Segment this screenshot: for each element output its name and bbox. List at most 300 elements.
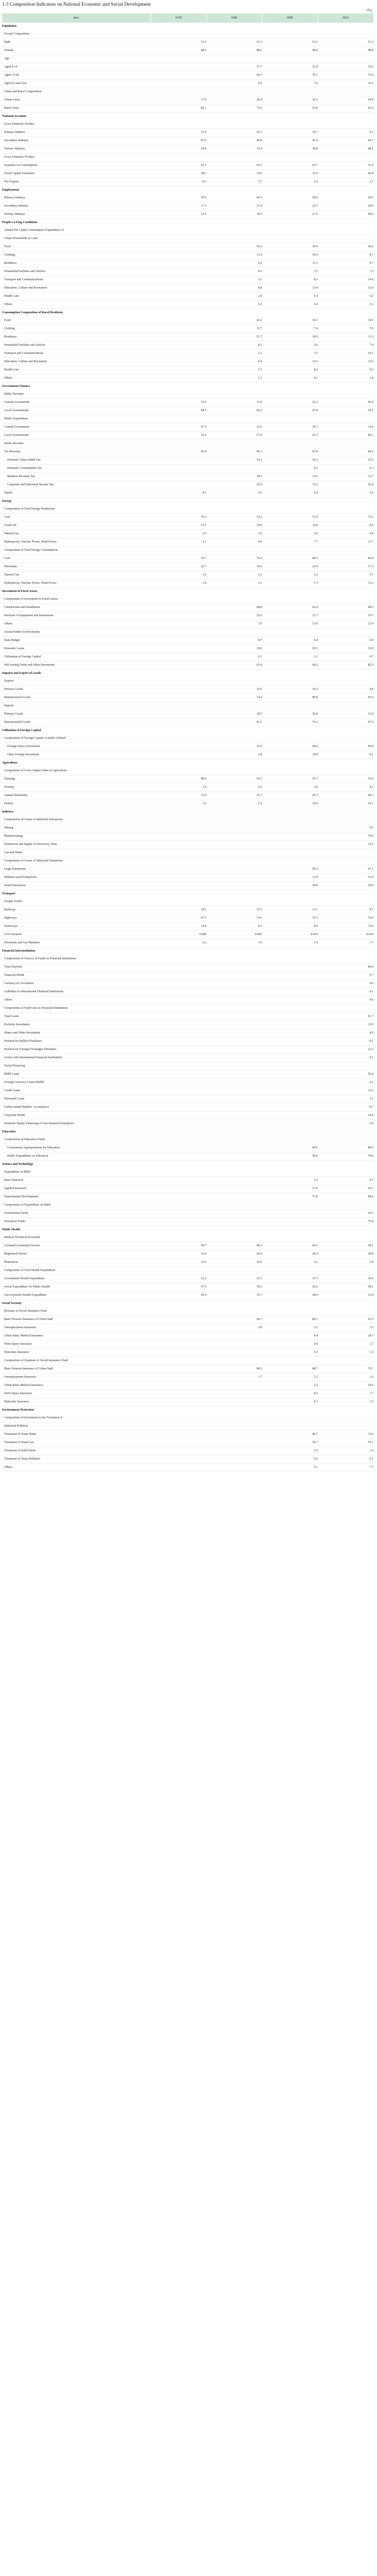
cell-value	[262, 88, 318, 96]
row-label: Domestic Loans	[2, 645, 151, 653]
cell-value: 0.6	[262, 1390, 318, 1398]
table-row	[2, 784, 373, 792]
cell-value	[151, 816, 206, 824]
row-label: Food	[2, 317, 151, 325]
cell-value	[206, 154, 262, 162]
cell-value	[151, 1431, 206, 1439]
cell-value	[206, 1128, 262, 1137]
row-label: Industrial Pollution	[2, 1422, 151, 1431]
cell-value	[206, 898, 262, 906]
cell-value: 6.3	[318, 465, 373, 473]
table-row	[2, 988, 373, 996]
section-row	[2, 670, 373, 678]
cell-value	[151, 1447, 206, 1455]
cell-value: 26.0	[206, 1250, 262, 1259]
cell-value	[206, 121, 262, 129]
cell-value	[151, 1300, 206, 1308]
cell-value	[151, 1201, 206, 1210]
cell-value: 16.6	[206, 563, 262, 571]
cell-value	[318, 235, 373, 243]
cell-value	[206, 23, 262, 30]
cell-value	[151, 1374, 206, 1382]
table-row	[2, 121, 373, 129]
cell-value: 12.6	[318, 358, 373, 366]
cell-value: 3.4	[151, 580, 206, 588]
cell-value	[151, 1177, 206, 1185]
cell-value: 14.8	[318, 1112, 373, 1120]
cell-value: 98.3	[206, 1365, 262, 1374]
section-row	[2, 23, 373, 30]
cell-value: 7.2	[262, 350, 318, 358]
table-row	[2, 251, 373, 260]
cell-value	[318, 735, 373, 743]
cell-value: 67.4	[206, 432, 262, 440]
cell-value	[318, 227, 373, 235]
cell-value	[151, 23, 206, 30]
row-label: Urban Households in Cash	[2, 235, 151, 243]
table-row	[2, 898, 373, 906]
cell-value: 36.7	[262, 1439, 318, 1447]
row-label: Gas and Water	[2, 849, 151, 857]
cell-value	[318, 309, 373, 317]
table-row	[2, 325, 373, 333]
cell-value	[151, 121, 206, 129]
cell-value: 32.6	[206, 423, 262, 432]
table-row	[2, 260, 373, 268]
row-label: Railways	[2, 906, 151, 914]
cell-value: 8.4	[206, 358, 262, 366]
cell-value	[206, 55, 262, 63]
cell-value: 62.1	[151, 162, 206, 170]
cell-value	[262, 1357, 318, 1365]
table-row	[2, 39, 373, 47]
column-header-1978: 1978	[151, 13, 206, 23]
cell-value: 7.6	[206, 620, 262, 629]
cell-value	[151, 317, 206, 325]
cell-value	[206, 391, 262, 399]
section-row	[2, 947, 373, 956]
row-label: Treatment of Waste Gas	[2, 1439, 151, 1447]
cell-value	[262, 988, 318, 996]
cell-value	[262, 1201, 318, 1210]
cell-value: 32.0	[318, 1292, 373, 1300]
cell-value: 63.7	[262, 162, 318, 170]
table-row	[2, 816, 373, 824]
table-row	[2, 1168, 373, 1177]
table-row	[2, 1013, 373, 1021]
cell-value: 6.5	[262, 465, 318, 473]
cell-value	[318, 88, 373, 96]
cell-value	[206, 1406, 262, 1415]
cell-value	[262, 1112, 318, 1120]
row-label: Local Governments	[2, 432, 151, 440]
table-row	[2, 72, 373, 80]
cell-value: 0.7	[318, 653, 373, 662]
cell-value	[262, 898, 318, 906]
cell-value	[262, 1226, 318, 1234]
section-row	[2, 1406, 373, 1415]
table-row	[2, 767, 373, 775]
cell-value	[151, 187, 206, 195]
cell-value	[262, 1300, 318, 1308]
cell-value	[151, 1046, 206, 1054]
cell-value: 77.8	[262, 1193, 318, 1201]
cell-value	[206, 947, 262, 956]
cell-value	[151, 677, 206, 686]
cell-value: 8.8	[206, 284, 262, 293]
table-row	[2, 1414, 373, 1422]
cell-value: 4.2	[318, 784, 373, 792]
cell-value: 95.2	[318, 694, 373, 702]
cell-value	[318, 677, 373, 686]
cell-value	[262, 1406, 318, 1415]
cell-value	[206, 1201, 262, 1210]
cell-value: 5.2	[262, 1374, 318, 1382]
table-row	[2, 465, 373, 473]
cell-value: 25.6	[206, 686, 262, 694]
table-row	[2, 1104, 373, 1112]
cell-value	[151, 849, 206, 857]
cell-value: 1.5	[318, 1398, 373, 1406]
table-row	[2, 1324, 373, 1332]
table-row	[2, 1062, 373, 1071]
cell-value	[151, 637, 206, 645]
row-label: Agriculture	[2, 761, 18, 765]
cell-value: 39.7	[151, 1242, 206, 1250]
cell-value	[262, 808, 318, 817]
table-row	[2, 154, 373, 162]
cell-value: 19.0	[206, 522, 262, 530]
cell-value: 5.2	[262, 1382, 318, 1390]
cell-value: 5.6	[206, 80, 262, 88]
table-row	[2, 629, 373, 637]
cell-value	[262, 841, 318, 849]
cell-value	[151, 1398, 206, 1406]
table-row	[2, 162, 373, 170]
table-row	[2, 1185, 373, 1193]
cell-value	[206, 1013, 262, 1021]
cell-value: 59.4	[318, 1071, 373, 1079]
table-row	[2, 489, 373, 498]
cell-value: 29.0	[318, 882, 373, 890]
cell-value: 48.5	[151, 47, 206, 55]
cell-value	[206, 1308, 262, 1316]
row-label: Position for Foreign Exchanges Purchases	[2, 1046, 151, 1054]
cell-value: 47.4	[151, 1283, 206, 1292]
cell-value: 52.6	[151, 432, 206, 440]
table-row	[2, 170, 373, 178]
table-row	[2, 235, 373, 243]
cell-value	[206, 498, 262, 506]
cell-value	[206, 219, 262, 227]
row-label: Central Government	[2, 399, 151, 407]
cell-value: 5.2	[262, 1177, 318, 1185]
table-row	[2, 1308, 373, 1316]
cell-value: 48.4	[262, 47, 318, 55]
cell-value	[151, 498, 206, 506]
cell-value	[206, 1218, 262, 1226]
cell-value	[151, 841, 206, 849]
cell-value	[318, 1168, 373, 1177]
cell-value: 73.2	[318, 514, 373, 522]
row-label: Secondary Industry	[2, 137, 151, 145]
row-label: Fixed Capital Formation	[2, 170, 151, 178]
cell-value: 3.8	[262, 784, 318, 792]
cell-value: 3.2	[151, 939, 206, 947]
cell-value: 36.2	[262, 96, 318, 105]
cell-value	[206, 866, 262, 874]
cell-value: 4.8	[318, 530, 373, 538]
row-label: Civil Aviation	[2, 931, 151, 939]
table-row	[2, 849, 373, 857]
cell-value	[262, 596, 318, 604]
row-label: Gross Domestic Product	[2, 154, 151, 162]
cell-value	[151, 1104, 206, 1112]
cell-value	[151, 456, 206, 465]
table-row	[2, 735, 373, 743]
cell-value	[151, 1144, 206, 1153]
cell-value	[151, 1365, 206, 1374]
cell-value	[151, 1422, 206, 1431]
cell-value: 1.7	[318, 1390, 373, 1398]
table-row	[2, 1038, 373, 1046]
table-row	[2, 350, 373, 358]
cell-value: 10.0	[262, 251, 318, 260]
table-row	[2, 637, 373, 645]
row-label: Financial Intermediation	[2, 950, 36, 953]
cell-value: 4.3	[206, 784, 262, 792]
cell-value	[206, 1439, 262, 1447]
cell-value: 70.1	[262, 72, 318, 80]
section-row	[2, 1300, 373, 1308]
cell-value	[151, 154, 206, 162]
cell-value: 18.0	[262, 333, 318, 342]
cell-value: 1.6	[151, 800, 206, 808]
cell-value	[151, 1455, 206, 1464]
cell-value: 81.5	[206, 719, 262, 727]
cell-value: 10.1	[318, 80, 373, 88]
cell-value: 1.7	[206, 1374, 262, 1382]
table-row	[2, 1349, 373, 1357]
cell-value: 3.8	[206, 1324, 262, 1332]
row-label: Entrusted Loans	[2, 1095, 151, 1104]
cell-value	[151, 596, 206, 604]
table-row	[2, 456, 373, 465]
cell-value	[151, 1218, 206, 1226]
cell-value: 96.7	[206, 1316, 262, 1324]
cell-value	[262, 391, 318, 399]
cell-value: 2.4	[262, 178, 318, 187]
table-row	[2, 80, 373, 88]
cell-value	[151, 391, 206, 399]
row-label: Work Injury Insurance	[2, 1390, 151, 1398]
cell-value	[262, 227, 318, 235]
cell-value	[151, 1234, 206, 1242]
cell-value	[318, 121, 373, 129]
cell-value	[206, 1210, 262, 1218]
table-row	[2, 105, 373, 113]
row-label: Utilization of Foreign Capital	[2, 729, 41, 732]
cell-value	[262, 440, 318, 448]
cell-value: 11.7	[206, 325, 262, 333]
cell-value	[262, 1234, 318, 1242]
row-label: Gross Domestic Product	[2, 121, 151, 129]
table-row	[2, 481, 373, 489]
table-header	[2, 13, 373, 23]
table-row	[2, 866, 373, 874]
cell-value: 3.4	[262, 301, 318, 309]
row-label: Business Revenue Tax	[2, 473, 151, 481]
row-label: Transport and Communications	[2, 276, 151, 284]
cell-value: 38.2	[151, 170, 206, 178]
table-row	[2, 645, 373, 653]
cell-value	[206, 1431, 262, 1439]
row-label: Unemployment Insurance	[2, 1324, 151, 1332]
cell-value: 46.7	[262, 1431, 318, 1439]
cell-value	[206, 1153, 262, 1161]
table-row	[2, 227, 373, 235]
row-label: Public Expenditure	[2, 415, 151, 423]
cell-value: 24.3	[318, 1332, 373, 1341]
row-label: Fishery	[2, 800, 151, 808]
cell-value: 15.0	[151, 792, 206, 800]
cell-value: 5.6	[206, 489, 262, 498]
table-row	[2, 571, 373, 580]
cell-value	[318, 113, 373, 121]
cell-value	[206, 767, 262, 775]
cell-value	[206, 1021, 262, 1029]
cell-value: 27.5	[262, 211, 318, 219]
cell-value: 2.9	[151, 530, 206, 538]
cell-value	[318, 30, 373, 39]
cell-value	[151, 481, 206, 489]
section-row	[2, 588, 373, 596]
row-label: Foreign Direct Investment	[2, 743, 151, 751]
table-row	[2, 178, 373, 187]
cell-value	[151, 980, 206, 988]
table-row	[2, 47, 373, 55]
cell-value	[151, 710, 206, 719]
row-label: Employment	[2, 189, 19, 192]
cell-value	[262, 677, 318, 686]
table-row	[2, 1365, 373, 1374]
cell-value	[151, 824, 206, 833]
cell-value	[206, 1136, 262, 1144]
row-label: Credit Loans	[2, 1087, 151, 1095]
row-label: Crude Oil	[2, 522, 151, 530]
cell-value: 50.3	[262, 866, 318, 874]
table-row	[2, 996, 373, 1005]
cell-value: 73.4	[318, 72, 373, 80]
cell-value	[151, 882, 206, 890]
cell-value	[151, 72, 206, 80]
cell-value: 33.8	[206, 399, 262, 407]
cell-value: 41.6	[206, 317, 262, 325]
cell-value	[151, 629, 206, 637]
cell-value	[206, 1422, 262, 1431]
cell-value	[318, 1406, 373, 1415]
row-label: Population	[2, 25, 17, 28]
row-label: Others	[2, 301, 151, 309]
row-label: Total Loans	[2, 1013, 151, 1021]
cell-value: 8.3	[206, 923, 262, 931]
cell-value: 93.9	[262, 448, 318, 456]
cell-value: 76.5	[262, 914, 318, 923]
cell-value	[151, 375, 206, 383]
section-row	[2, 113, 373, 121]
cell-value: 5.4	[318, 1259, 373, 1267]
table-row	[2, 407, 373, 415]
table-row	[2, 972, 373, 980]
cell-value	[151, 1120, 206, 1128]
cell-value: 35.7	[206, 1292, 262, 1300]
cell-value	[206, 1455, 262, 1464]
row-label: Urban Basic Medical Insurance	[2, 1382, 151, 1390]
cell-value: 80.6	[318, 1144, 373, 1153]
table-row	[2, 129, 373, 137]
cell-value	[151, 898, 206, 906]
row-label: Composition of Fund Uses in Financial Institutions	[2, 1005, 151, 1013]
cell-value: 48.8	[318, 47, 373, 55]
cell-value	[151, 1406, 206, 1415]
cell-value: 11.3	[262, 260, 318, 268]
cell-value: 85.1	[318, 432, 373, 440]
row-label: Self-raising Funds and Other Investment	[2, 662, 151, 670]
cell-value: 10.6	[206, 1259, 262, 1267]
cell-value	[151, 88, 206, 96]
row-label: Rural Areas	[2, 105, 151, 113]
cell-value	[151, 947, 206, 956]
cell-value: 70.7	[318, 1365, 373, 1374]
section-row	[2, 309, 373, 317]
row-label: Forestry	[2, 784, 151, 792]
cell-value	[151, 1079, 206, 1087]
cell-value: 66.2	[206, 407, 262, 415]
section-row	[2, 727, 373, 735]
cell-value: 42.7	[318, 137, 373, 145]
cell-value: 0.1	[318, 988, 373, 996]
cell-value	[262, 588, 318, 596]
cell-value	[262, 857, 318, 866]
cell-value: 36.2	[262, 456, 318, 465]
cell-value	[262, 55, 318, 63]
cell-value	[262, 1128, 318, 1137]
table-row	[2, 448, 373, 456]
cell-value: 68.6	[262, 743, 318, 751]
cell-value: 5.7	[318, 571, 373, 580]
row-label: People's Living Conditions	[2, 221, 38, 224]
cell-value	[151, 1390, 206, 1398]
row-label: Age	[2, 55, 151, 63]
cell-value	[151, 988, 206, 996]
cell-value	[206, 890, 262, 899]
cell-value	[206, 1357, 262, 1365]
cell-value	[206, 677, 262, 686]
cell-value: 23.7	[151, 522, 206, 530]
cell-value	[151, 996, 206, 1005]
cell-value: 54.8	[318, 96, 373, 105]
row-label: Education	[2, 1130, 16, 1133]
cell-value	[151, 1357, 206, 1365]
cell-value: 47.8	[262, 407, 318, 415]
cell-value	[206, 588, 262, 596]
cell-value	[262, 1079, 318, 1087]
cell-value	[151, 1308, 206, 1316]
cell-value	[151, 301, 206, 309]
cell-value: 19.6	[206, 645, 262, 653]
row-label: Tax Revenue	[2, 448, 151, 456]
cell-value	[151, 1161, 206, 1169]
